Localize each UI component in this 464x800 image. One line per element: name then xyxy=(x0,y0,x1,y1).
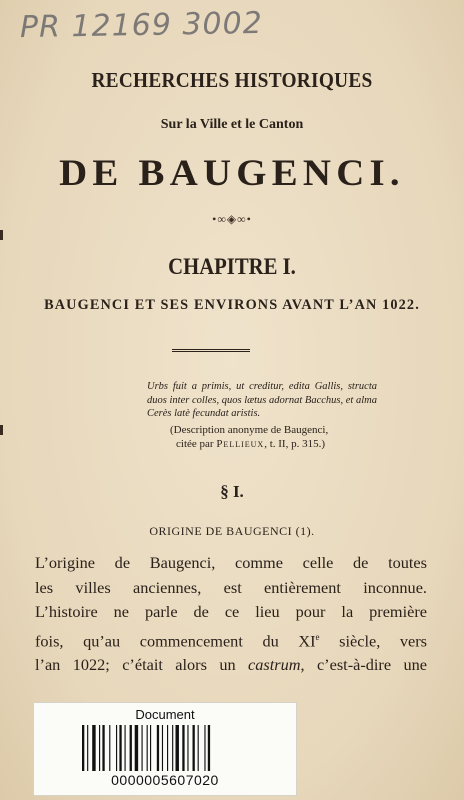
section-title: ORIGINE DE BAUGENCI (1). xyxy=(149,524,315,538)
barcode-bar xyxy=(82,725,84,771)
body-fragment: fois, qu’au commencement du XI xyxy=(35,630,316,650)
barcode-bar xyxy=(176,725,179,771)
barcode-bar xyxy=(193,725,195,771)
chapter-heading: CHAPITRE I. xyxy=(168,254,296,279)
italic-term: castrum xyxy=(248,655,301,675)
citation-line-1: (Description anonyme de Baugenci, xyxy=(170,424,329,436)
barcode-bar xyxy=(99,725,100,771)
barcode-bar xyxy=(182,725,184,771)
section-mark: § I. xyxy=(220,482,244,501)
latin-epigraph: Urbs fuit a primis, ut creditur, edita Gallis, structa duos inter colles, quos lætus adornat Bacchus, et alma Cerès latè fecundat aristis. xyxy=(147,381,377,419)
superscript: e xyxy=(315,631,320,642)
barcode-bar xyxy=(172,725,173,771)
barcode-bar xyxy=(150,725,151,771)
body-fragment: , c’est-à-dire une xyxy=(300,655,427,675)
body-fragment: siècle, vers xyxy=(339,630,428,650)
barcode-bar xyxy=(135,725,138,771)
barcode-bar xyxy=(116,725,117,771)
barcode-bar xyxy=(119,725,121,771)
body-line: L’histoire ne parle de ce lieu pour la première xyxy=(35,602,427,621)
barcode-number: 0000005607020 xyxy=(111,772,219,788)
barcode-bar xyxy=(208,725,210,771)
barcode-bar xyxy=(109,725,110,771)
citation-line-2 xyxy=(170,437,390,451)
barcode-bar xyxy=(142,725,143,771)
body-text xyxy=(35,551,427,678)
barcode-bar xyxy=(187,725,188,771)
barcode-bar xyxy=(125,725,126,771)
barcode-bar xyxy=(87,725,88,771)
citation-prefix: citée par xyxy=(176,438,214,450)
epigraph-citation xyxy=(170,423,390,451)
library-barcode-label xyxy=(33,702,297,796)
barcode-bar xyxy=(130,725,132,771)
body-line: L’origine de Baugenci, comme celle de toutes xyxy=(35,553,427,572)
barcode-bar xyxy=(157,725,159,771)
citation-author: Pellieux xyxy=(216,438,265,450)
body-line: les villes anciennes, est entièrement inconnue. xyxy=(35,577,427,597)
barcode-bar xyxy=(204,725,205,771)
barcode-bar xyxy=(92,725,95,771)
ornament-divider: •∞◈∞• xyxy=(212,212,252,226)
body-fragment: l’an 1022; c’était alors un xyxy=(35,655,249,675)
handwritten-shelfmark: PR 12169 3002 xyxy=(19,5,264,46)
barcode-bar xyxy=(147,725,148,771)
body-line xyxy=(35,653,427,678)
barcode-bar xyxy=(167,725,168,771)
label-title: Document xyxy=(135,707,195,722)
page-edge-mark xyxy=(0,230,3,240)
body-line xyxy=(35,625,427,654)
barcode-bar xyxy=(162,725,163,771)
barcode-bar xyxy=(198,725,199,771)
title-line-2: Sur la Ville et le Canton xyxy=(160,117,304,132)
double-rule-divider xyxy=(172,349,250,352)
title-line-3: DE BAUGENCI. xyxy=(59,153,405,194)
barcode-icon xyxy=(82,725,254,771)
title-line-1: RECHERCHES HISTORIQUES xyxy=(91,68,373,92)
barcode-bar xyxy=(102,725,104,771)
chapter-subtitle: BAUGENCI ET SES ENVIRONS AVANT L’AN 1022. xyxy=(44,297,420,313)
citation-suffix: , t. II, p. 315.) xyxy=(264,438,325,450)
page-edge-mark xyxy=(0,425,3,435)
